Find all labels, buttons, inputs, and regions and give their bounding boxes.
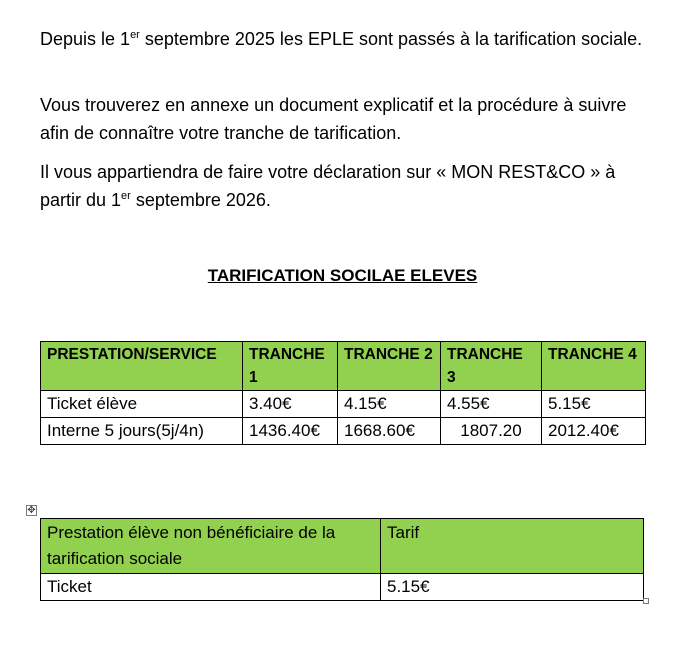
header-tarif: Tarif — [381, 519, 644, 574]
table-cell: 1436.40€ — [243, 418, 338, 445]
table-row — [41, 574, 644, 601]
table-cell: 3.40€ — [243, 391, 338, 418]
table-cell: 2012.40€ — [542, 418, 646, 445]
non-beneficiary-table — [40, 518, 644, 601]
table-cell: Ticket — [41, 574, 381, 601]
table-cell: Interne 5 jours(5j/4n) — [41, 418, 243, 445]
table-cell: 5.15€ — [381, 574, 644, 601]
table-cell: 1807.20 — [441, 418, 542, 445]
table-cell: 1668.60€ — [338, 418, 441, 445]
header-tranche-3: TRANCHE 3 — [441, 342, 542, 391]
table-cell: 4.15€ — [338, 391, 441, 418]
intro-paragraph-1: Depuis le 1er septembre 2025 les EPLE sont passés à la tarification sociale. — [40, 29, 643, 49]
header-tranche-2: TRANCHE 2 — [338, 342, 441, 391]
section-title: TARIFICATION SOCILAE ELEVES — [207, 266, 478, 285]
header-prestation-non-beneficiaire: Prestation élève non bénéficiaire de la tarification sociale — [41, 519, 381, 574]
table-cell: Ticket élève — [41, 391, 243, 418]
table-header-row — [41, 342, 646, 391]
header-tranche-1: TRANCHE 1 — [243, 342, 338, 391]
header-tranche-4: TRANCHE 4 — [542, 342, 646, 391]
table-row — [41, 418, 646, 445]
intro-paragraph-2: Vous trouverez en annexe un document explicatif et la procédure à suivre afin de connaître votre tranche de tarification. — [40, 95, 627, 143]
header-prestation-service: PRESTATION/SERVICE — [41, 342, 243, 391]
intro-paragraph-3: Il vous appartiendra de faire votre déclaration sur « MON REST&CO » à partir du 1er septembre 2026. — [40, 162, 616, 210]
table-move-handle-icon[interactable]: ✥ — [27, 505, 36, 516]
table-cell: 4.55€ — [441, 391, 542, 418]
table-cell: 5.15€ — [542, 391, 646, 418]
table-header-row — [41, 519, 644, 574]
tarification-table — [40, 341, 646, 445]
table-row — [41, 391, 646, 418]
table-resize-handle-icon[interactable] — [643, 598, 649, 604]
